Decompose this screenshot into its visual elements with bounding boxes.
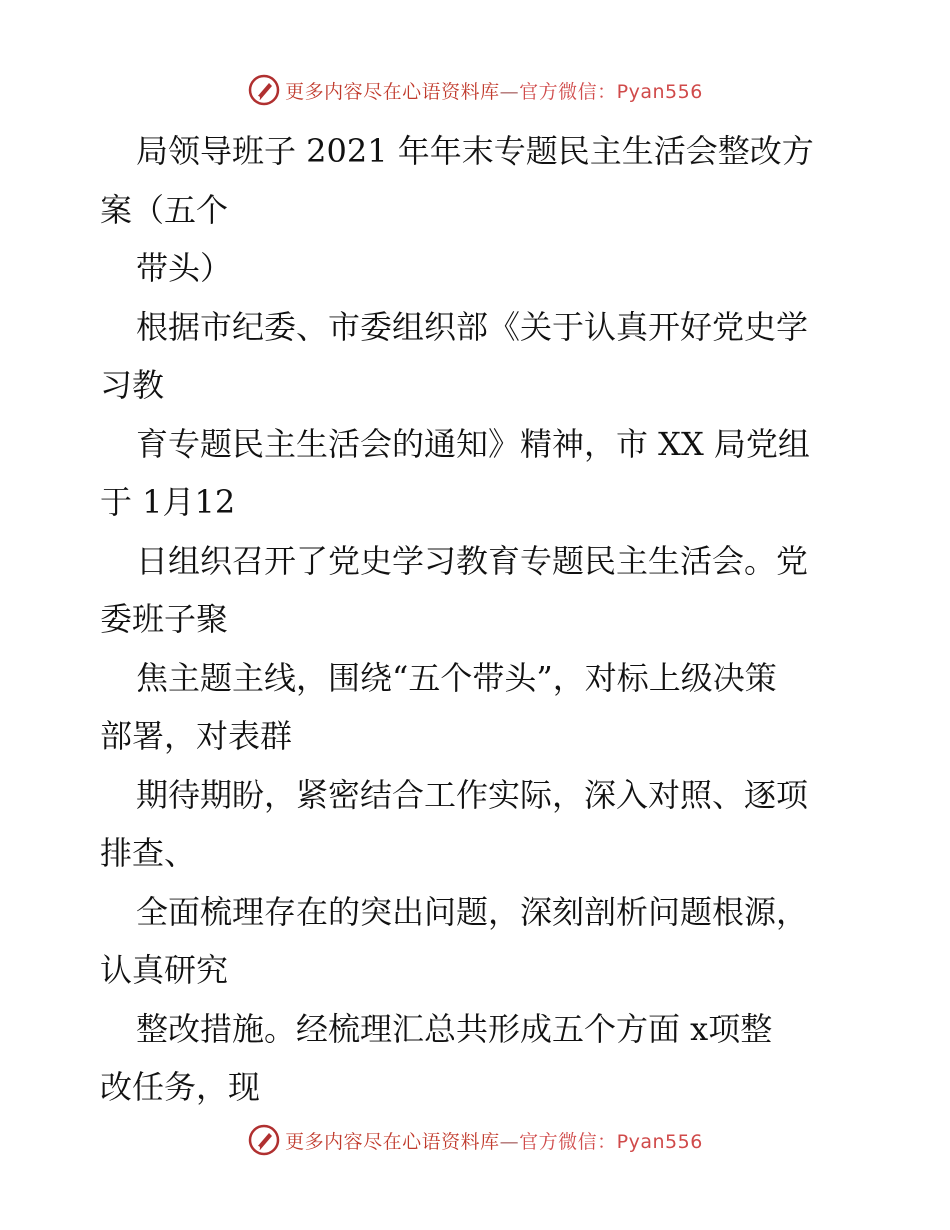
document-line: 认真研究 xyxy=(100,951,229,989)
document-line: 排查、 xyxy=(100,834,197,872)
document-line: 带头） xyxy=(136,249,233,287)
document-line: 习教 xyxy=(100,366,165,404)
bottom-watermark-banner xyxy=(0,1120,950,1160)
document-line: 部署，对表群 xyxy=(100,717,293,755)
document-line: 期待期盼，紧密结合工作实际，深入对照、逐项 xyxy=(136,775,809,814)
document-line: 案（五个 xyxy=(100,190,229,229)
document-line: 全面梳理存在的突出问题，深刻剖析问题根源， xyxy=(136,892,809,931)
document-line: 日组织召开了党史学习教育专题民主生活会。党 xyxy=(136,541,809,580)
watermark-wechat: 官方微信：Pyan556 xyxy=(519,80,703,103)
document-line: 改任务，现 xyxy=(100,1068,261,1106)
pen-logo-icon xyxy=(247,73,281,107)
watermark-text: 更多内容尽在心语资料库 xyxy=(285,80,500,103)
document-line: 局领导班子 2021 年年末专题民主生活会整改方 xyxy=(136,132,814,170)
top-watermark-banner xyxy=(0,70,950,110)
document-line: 于 1月12 xyxy=(100,483,236,521)
watermark-separator: — xyxy=(499,1130,520,1153)
watermark-text: 更多内容尽在心语资料库 xyxy=(285,1130,500,1153)
watermark-wechat: 官方微信：Pyan556 xyxy=(519,1130,703,1153)
document-line: 根据市纪委、市委组织部《关于认真开好党史学 xyxy=(136,307,809,346)
document-line: 整改措施。经梳理汇总共形成五个方面 x项整 xyxy=(136,1009,773,1048)
document-line: 焦主题主线，围绕“五个带头”，对标上级决策 xyxy=(136,658,777,697)
watermark-separator: — xyxy=(499,80,520,103)
document-line: 委班子聚 xyxy=(100,600,229,638)
document-body xyxy=(100,122,860,1117)
pen-logo-icon xyxy=(247,1123,281,1157)
document-line: 育专题民主生活会的通知》精神，市 XX 局党组 xyxy=(136,424,810,463)
